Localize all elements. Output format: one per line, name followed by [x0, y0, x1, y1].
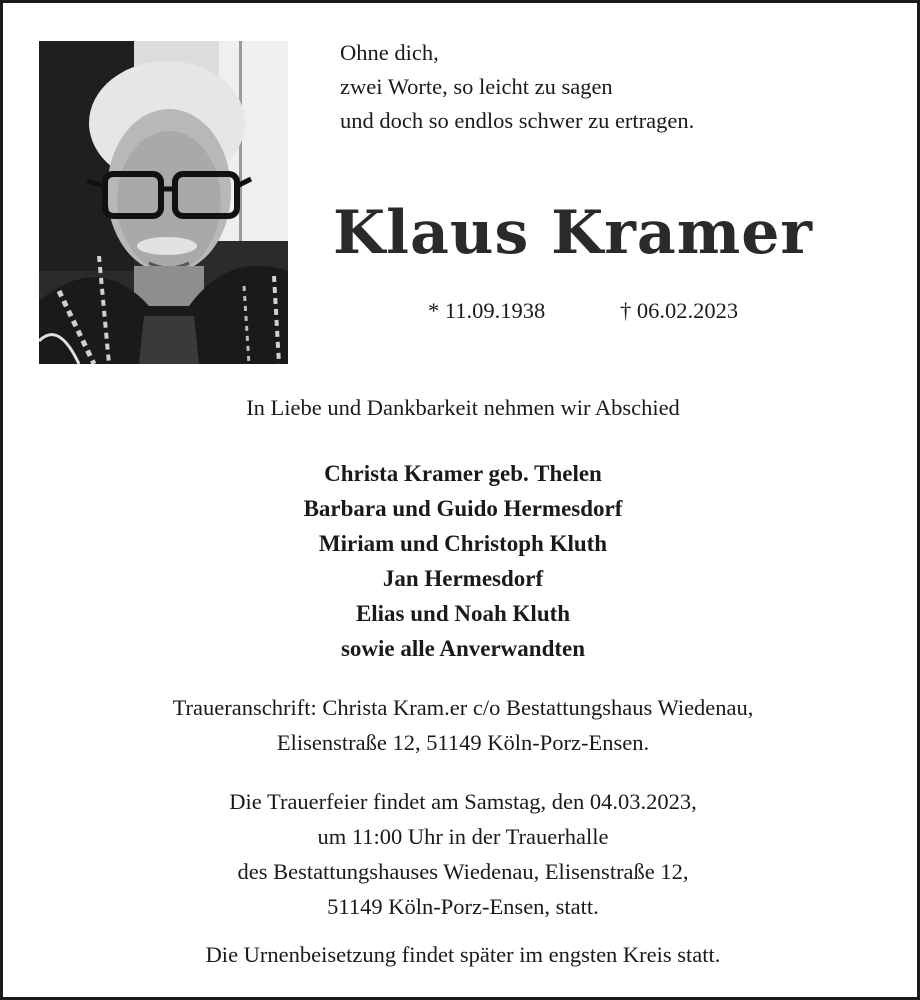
ceremony-line: des Bestattungshauses Wiedenau, Elisenstraße 12,: [237, 859, 689, 884]
mourning-address: [3, 690, 920, 760]
ceremony-line: um 11:00 Uhr in der Trauerhalle: [317, 824, 609, 849]
mourner-entry: sowie alle Anverwandten: [340, 636, 586, 661]
poem-verse: [340, 36, 880, 138]
farewell-line: In Liebe und Dankbarkeit nehmen wir Abschied: [246, 395, 680, 420]
urn-burial-notice: Die Urnenbeisetzung findet später im engsten Kreis statt.: [205, 942, 721, 967]
mourner-entry: Jan Hermesdorf: [382, 566, 544, 591]
address-line: Elisenstraße 12, 51149 Köln-Porz-Ensen.: [276, 730, 650, 755]
death-date: † 06.02.2023: [620, 298, 739, 323]
ceremony-line: 51149 Köln-Porz-Ensen, statt.: [327, 894, 599, 919]
mourners-list: [3, 456, 920, 666]
mourner-entry: Barbara und Guido Hermesdorf: [303, 496, 623, 521]
deceased-name: Klaus Kramer: [333, 198, 814, 268]
mourner-entry: Miriam und Christoph Kluth: [318, 531, 608, 556]
poem-line: zwei Worte, so leicht zu sagen: [340, 74, 613, 99]
mourner-entry: Christa Kramer geb. Thelen: [324, 461, 602, 486]
ceremony-line: Die Trauerfeier findet am Samstag, den 04.03.2023,: [229, 789, 697, 814]
mourner-entry: Elias und Noah Kluth: [355, 601, 571, 626]
poem-line: und doch so endlos schwer zu ertragen.: [340, 108, 695, 133]
portrait-photo: [39, 41, 288, 364]
funeral-ceremony-notice: [3, 784, 920, 924]
birth-date: * 11.09.1938: [428, 298, 546, 323]
address-line: Traueranschrift: Christa Kram.er c/o Bestattungshaus Wiedenau,: [172, 695, 754, 720]
poem-line: Ohne dich,: [340, 40, 439, 65]
